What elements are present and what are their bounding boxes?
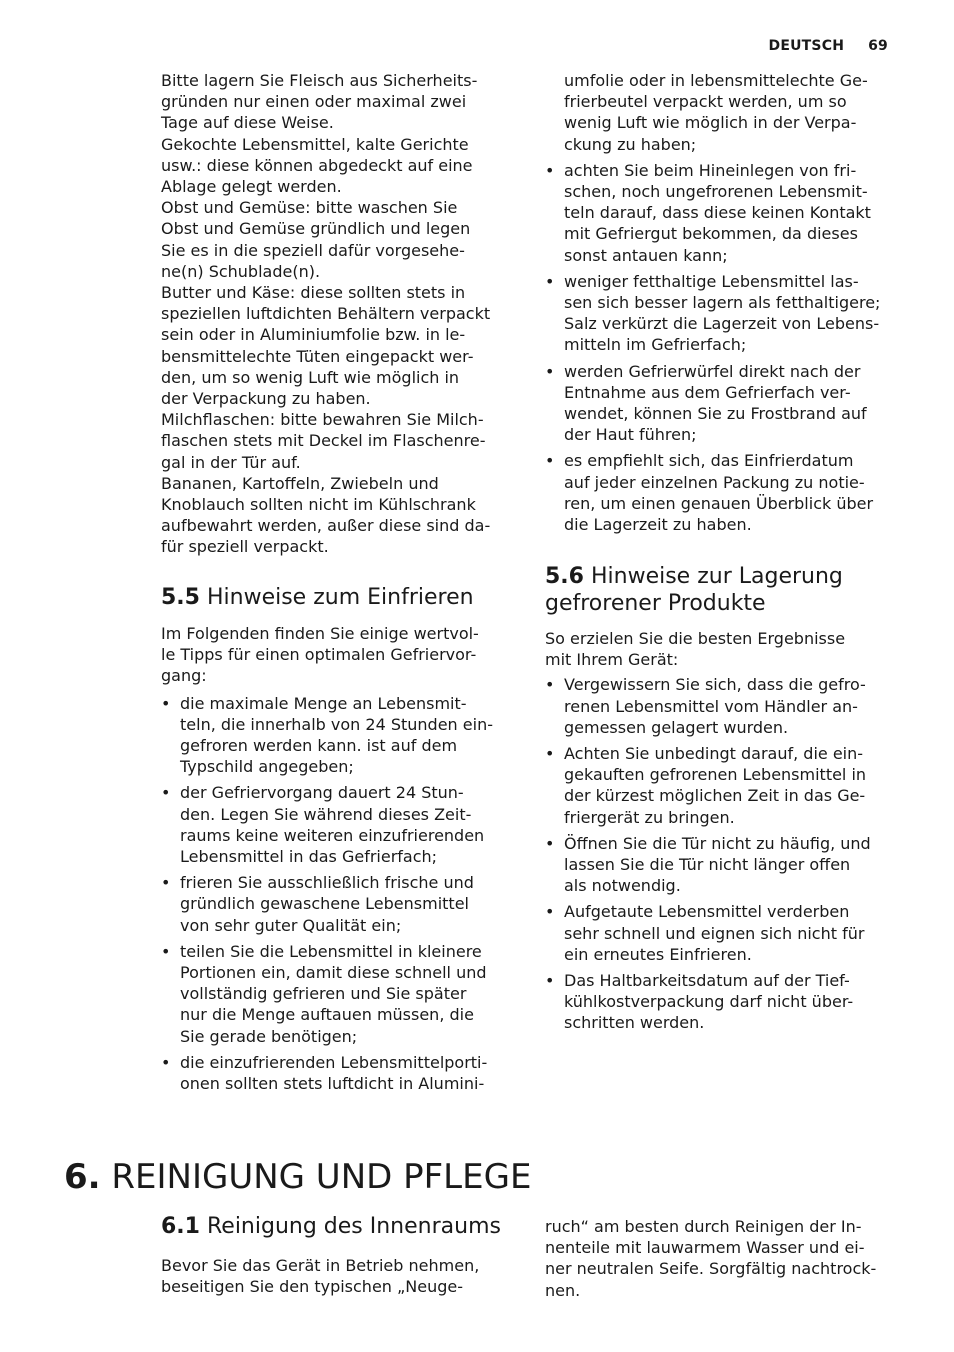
list-item-line: sen sich besser lagern als fetthaltigere;	[564, 293, 881, 313]
list-item-line: teln, die innerhalb von 24 Stunden ein-	[180, 714, 493, 734]
section-heading	[161, 1213, 513, 1240]
paragraph-line: Bananen, Kartoffeln, Zwiebeln und	[161, 473, 439, 493]
list-item-line: • Vergewissern Sie sich, dass die gefro-	[564, 675, 866, 695]
paragraph-line: sein oder in Aluminiumfolie bzw. in le-	[161, 325, 466, 345]
list-item-line: • es empfiehlt sich, das Einfrierdatum	[564, 451, 854, 471]
paragraph-line: für speziell verpackt.	[161, 537, 329, 557]
section-5-5	[161, 584, 513, 1099]
list-item-line: • weniger fetthaltige Lebensmittel las-	[564, 271, 859, 291]
continuation-text	[545, 70, 897, 155]
paragraph-line: ckung zu haben;	[564, 134, 697, 154]
bullet-list	[545, 674, 897, 1033]
list-item	[161, 693, 513, 778]
paragraph-line: gang:	[161, 666, 207, 686]
section-text-right	[545, 1216, 897, 1301]
section-intro	[545, 628, 897, 670]
right-column-top	[545, 70, 897, 540]
list-item-line: Portionen ein, damit diese schnell und	[180, 963, 487, 983]
list-item-line: • der Gefriervorgang dauert 24 Stun-	[180, 783, 464, 803]
list-item-line: der Haut führen;	[564, 425, 697, 445]
list-item-line: teln darauf, dass diese keinen Kontakt	[564, 203, 871, 223]
list-item-line: nur die Menge auftauen müssen, die	[180, 1005, 474, 1025]
list-item	[161, 941, 513, 1047]
list-item-line: sonst antauen kann;	[564, 245, 728, 265]
section-6-1-continued	[545, 1216, 897, 1301]
section-6-1	[161, 1213, 513, 1297]
chapter-heading	[64, 1156, 531, 1198]
section-heading	[161, 584, 513, 611]
paragraph-line: Tage auf diese Weise.	[161, 113, 334, 133]
paragraph-line: Obst und Gemüse: bitte waschen Sie	[161, 198, 458, 218]
list-item-line: gekauften gefrorenen Lebensmittel in	[564, 765, 867, 785]
section-title-line-1: Hinweise zur Lagerung	[590, 564, 843, 589]
list-item	[545, 271, 897, 356]
paragraph-line: Gekochte Lebensmittel, kalte Gerichte	[161, 134, 469, 154]
chapter-number: 6.	[64, 1157, 101, 1197]
section-5-6	[545, 563, 897, 1039]
list-item	[161, 1052, 513, 1094]
list-item-line: lassen Sie die Tür nicht länger offen	[564, 855, 851, 875]
list-item-line: von sehr guter Qualität ein;	[180, 915, 402, 935]
list-item-line: • die maximale Menge an Lebensmit-	[180, 693, 467, 713]
list-item	[545, 361, 897, 446]
section-title: Hinweise zum Einfrieren	[206, 585, 474, 610]
paragraph-line: ruch“ am besten durch Reinigen der In-	[545, 1217, 862, 1236]
list-item-line: den. Legen Sie während dieses Zeit-	[180, 804, 472, 824]
list-item-line: der kürzest möglichen Zeit in das Ge-	[564, 786, 866, 806]
paragraph-line: wenig Luft wie möglich in der Verpa-	[564, 113, 857, 133]
list-item-line: mit Gefriergut bekommen, da dieses	[564, 224, 858, 244]
list-item	[545, 970, 897, 1034]
list-item	[545, 901, 897, 965]
list-item-line: Typschild angegeben;	[180, 757, 354, 777]
list-item-line: schen, noch ungefrorenen Lebensmit-	[564, 182, 868, 202]
list-item-line: • teilen Sie die Lebensmittel in kleinere	[180, 941, 482, 961]
paragraph-line: beseitigen Sie den typischen „Neuge-	[161, 1277, 464, 1297]
paragraph-line: frierbeutel verpackt werden, um so	[564, 92, 847, 112]
list-item-line: gründlich gewaschene Lebensmittel	[180, 894, 469, 914]
list-item-line: als notwendig.	[564, 876, 681, 896]
paragraph-line: gründen nur einen oder maximal zwei	[161, 92, 467, 112]
list-item-line: vollständig gefrieren und Sie später	[180, 984, 467, 1004]
list-item-line: Entnahme aus dem Gefrierfach ver-	[564, 382, 851, 402]
list-item	[545, 450, 897, 535]
left-intro-text	[161, 70, 513, 558]
section-heading	[545, 563, 897, 590]
list-item-line: schritten werden.	[564, 1013, 705, 1033]
list-item-line: • Das Haltbarkeitsdatum auf der Tief-	[564, 971, 850, 991]
list-item	[161, 782, 513, 867]
section-intro	[161, 623, 513, 687]
section-number: 5.5	[161, 585, 200, 610]
paragraph-line: Milchflaschen: bitte bewahren Sie Milch-	[161, 410, 484, 430]
list-item-line: • Achten Sie unbedingt darauf, die ein-	[564, 744, 864, 764]
list-item	[161, 872, 513, 936]
paragraph-line: nenteile mit lauwarmem Wasser und ei-	[545, 1238, 865, 1258]
list-item-line: die Lagerzeit zu haben.	[564, 515, 752, 535]
paragraph-line: Ablage gelegt werden.	[161, 177, 342, 197]
paragraph-line: gal in der Tür auf.	[161, 452, 301, 472]
header-language: DEUTSCH	[768, 38, 845, 54]
paragraph-line: ne(n) Schublade(n).	[161, 261, 321, 281]
list-item	[545, 743, 897, 828]
list-item-line: • werden Gefrierwürfel direkt nach der	[564, 361, 861, 381]
paragraph-line: ner neutralen Seife. Sorgfältig nachtrock-	[545, 1259, 877, 1279]
section-title: Reinigung des Innenraums	[206, 1214, 501, 1239]
list-item-line: onen sollten stets luftdicht in Alumini-	[180, 1074, 485, 1094]
list-item-line: sehr schnell und eignen sich nicht für	[564, 923, 865, 943]
paragraph-line: speziellen luftdichten Behältern verpackt	[161, 304, 491, 324]
section-title-line-2: gefrorener Produkte	[545, 591, 766, 616]
paragraph-line: bensmittelechte Tüten eingepackt wer-	[161, 346, 474, 366]
list-item-line: gefroren werden kann. ist auf dem	[180, 736, 458, 756]
paragraph-line: flaschen stets mit Deckel im Flaschenre-	[161, 431, 486, 451]
paragraph-line: Bevor Sie das Gerät in Betrieb nehmen,	[161, 1256, 480, 1275]
list-item-line: raums keine weiteren einzufrierenden	[180, 825, 485, 845]
list-item	[545, 160, 897, 266]
list-item-line: ren, um einen genauen Überblick über	[564, 493, 874, 513]
paragraph-line: So erzielen Sie die besten Ergebnisse	[545, 629, 846, 648]
paragraph-line: nen.	[545, 1280, 581, 1300]
page-number: 69	[868, 38, 888, 54]
list-item	[545, 833, 897, 897]
paragraph-line: le Tipps für einen optimalen Gefriervor-	[161, 645, 477, 665]
list-item-line: friergerät zu bringen.	[564, 807, 735, 827]
list-item-line: Sie gerade benötigen;	[180, 1026, 358, 1046]
chapter-title: REINIGUNG UND PFLEGE	[111, 1157, 532, 1197]
list-item	[545, 674, 897, 738]
list-item-line: Lebensmittel in das Gefrierfach;	[180, 847, 438, 867]
list-item-line: auf jeder einzelnen Packung zu notie-	[564, 472, 865, 492]
list-item-line: wendet, können Sie zu Frostbrand auf	[564, 404, 867, 424]
list-item-line: • Öffnen Sie die Tür nicht zu häufig, und	[564, 833, 871, 853]
paragraph-line: den, um so wenig Luft wie möglich in	[161, 367, 460, 387]
section-number: 6.1	[161, 1214, 200, 1239]
list-item-line: • achten Sie beim Hineinlegen von fri-	[564, 160, 857, 180]
paragraph-line: Obst und Gemüse gründlich und legen	[161, 219, 471, 239]
paragraph-line: mit Ihrem Gerät:	[545, 650, 679, 670]
left-column-intro	[161, 70, 513, 558]
page-header	[769, 38, 888, 54]
paragraph-line: Im Folgenden finden Sie einige wertvol-	[161, 624, 479, 643]
list-item-line: Salz verkürzt die Lagerzeit von Lebens-	[564, 314, 880, 334]
list-item-line: • Aufgetaute Lebensmittel verderben	[564, 902, 850, 922]
bullet-list	[161, 693, 513, 1095]
bullet-list	[545, 160, 897, 535]
paragraph-line: Sie es in die speziell dafür vorgesehe-	[161, 240, 465, 260]
paragraph-line: aufbewahrt werden, außer diese sind da-	[161, 516, 491, 536]
paragraph-line: Knoblauch sollten nicht im Kühlschrank	[161, 495, 476, 515]
list-item-line: • die einzufrierenden Lebensmittelporti-	[180, 1052, 488, 1072]
list-item-line: kühlkostverpackung darf nicht über-	[564, 992, 854, 1012]
paragraph-line: umfolie oder in lebensmittelechte Ge-	[564, 71, 868, 90]
section-number: 5.6	[545, 564, 584, 589]
list-item-line: renen Lebensmittel vom Händler an-	[564, 696, 858, 716]
section-text-left	[161, 1255, 513, 1297]
list-item-line: gemessen gelagert wurden.	[564, 717, 789, 737]
paragraph-line: der Verpackung zu haben.	[161, 389, 371, 409]
list-item-line: mitteln im Gefrierfach;	[564, 335, 747, 355]
list-item-line: ein erneutes Einfrieren.	[564, 944, 752, 964]
list-item-line: • frieren Sie ausschließlich frische und	[180, 873, 474, 893]
paragraph-line: Butter und Käse: diese sollten stets in	[161, 283, 466, 303]
paragraph-line: usw.: diese können abgedeckt auf eine	[161, 155, 473, 175]
paragraph-line: Bitte lagern Sie Fleisch aus Sicherheits-	[161, 71, 478, 90]
